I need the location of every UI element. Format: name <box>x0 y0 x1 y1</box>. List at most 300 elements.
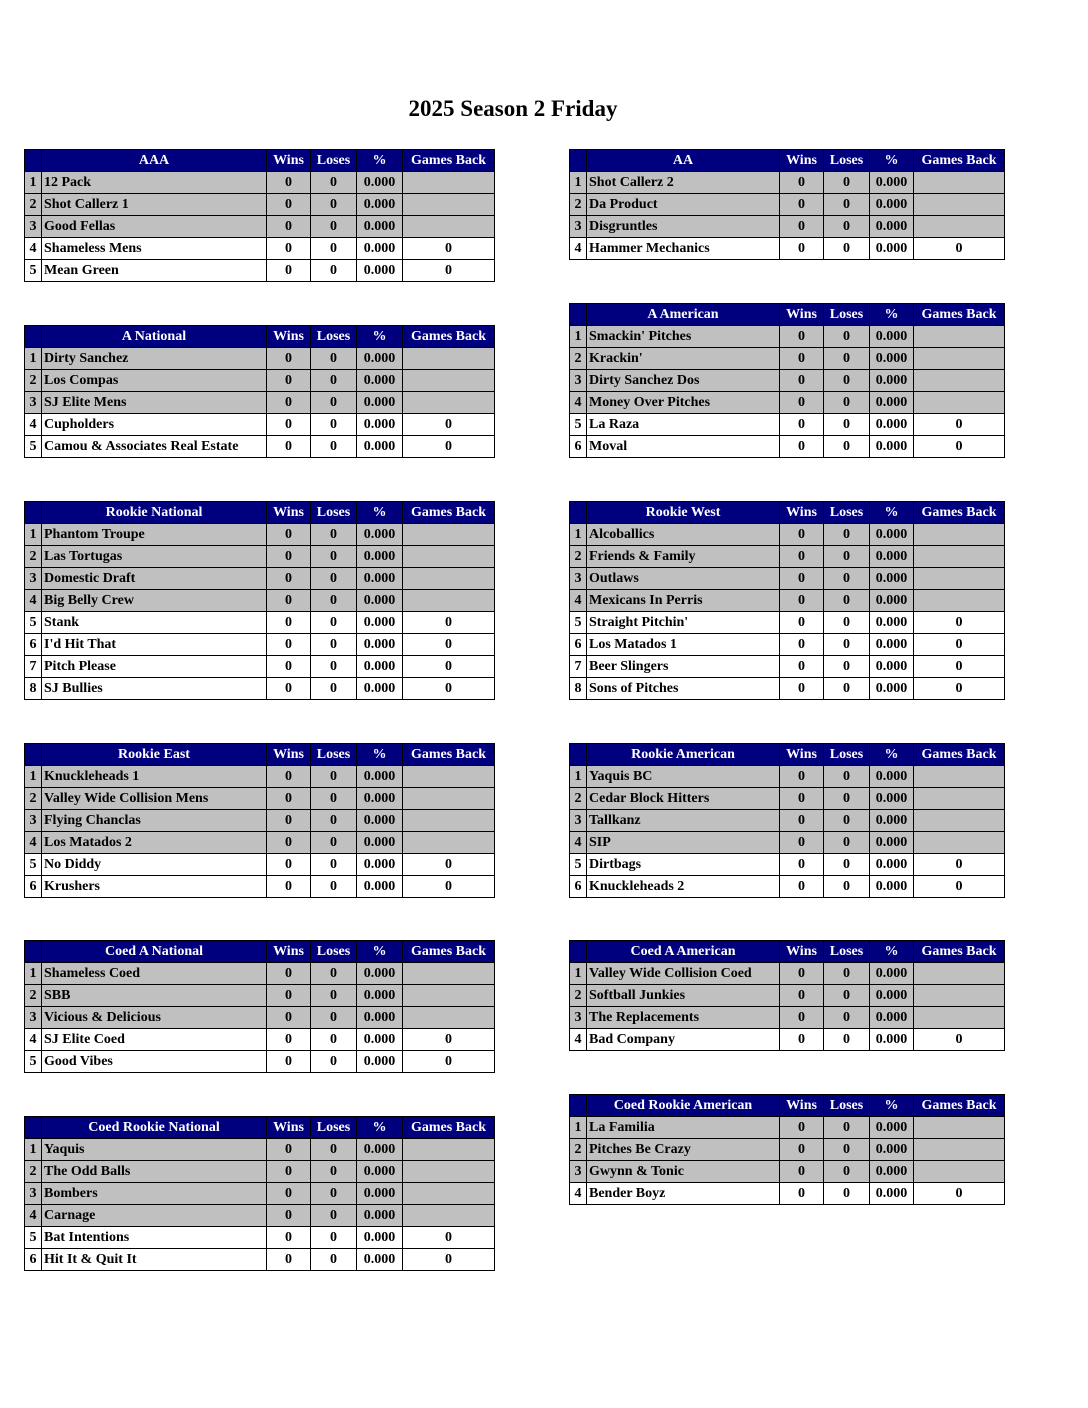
team-wins: 0 <box>780 436 824 458</box>
team-loses: 0 <box>824 612 870 634</box>
team-wins: 0 <box>267 194 311 216</box>
team-pct: 0.000 <box>870 854 914 876</box>
loses-header: Loses <box>311 744 357 766</box>
team-row <box>25 985 495 1007</box>
team-games-back <box>403 216 495 238</box>
team-rank: 3 <box>25 1007 42 1029</box>
team-loses: 0 <box>824 348 870 370</box>
team-row <box>25 524 495 546</box>
team-row <box>25 216 495 238</box>
team-pct: 0.000 <box>357 1227 403 1249</box>
team-rank: 8 <box>570 678 587 700</box>
team-row <box>25 348 495 370</box>
team-wins: 0 <box>780 370 824 392</box>
team-rank: 1 <box>570 172 587 194</box>
standings-table-rookie-national <box>24 501 495 700</box>
team-row <box>25 1205 495 1227</box>
team-wins: 0 <box>267 1029 311 1051</box>
team-rank: 3 <box>570 568 587 590</box>
team-rank: 1 <box>25 348 42 370</box>
team-loses: 0 <box>824 766 870 788</box>
team-pct: 0.000 <box>357 1249 403 1271</box>
standings-table-a-american <box>569 303 1005 458</box>
team-wins: 0 <box>780 414 824 436</box>
team-row <box>25 1183 495 1205</box>
team-name: La Raza <box>587 414 780 436</box>
team-pct: 0.000 <box>870 194 914 216</box>
team-games-back: 0 <box>403 260 495 282</box>
team-loses: 0 <box>824 656 870 678</box>
team-loses: 0 <box>311 1007 357 1029</box>
team-pct: 0.000 <box>357 678 403 700</box>
team-games-back: 0 <box>403 1249 495 1271</box>
team-row <box>25 788 495 810</box>
division-name: A National <box>42 326 267 348</box>
rank-header <box>25 744 42 766</box>
team-pct: 0.000 <box>870 414 914 436</box>
games-back-header: Games Back <box>914 941 1005 963</box>
team-pct: 0.000 <box>870 370 914 392</box>
team-pct: 0.000 <box>357 634 403 656</box>
team-pct: 0.000 <box>870 1117 914 1139</box>
team-rank: 1 <box>570 524 587 546</box>
team-row <box>570 854 1005 876</box>
team-wins: 0 <box>267 766 311 788</box>
team-pct: 0.000 <box>870 963 914 985</box>
team-name: Bombers <box>42 1183 267 1205</box>
team-games-back <box>914 810 1005 832</box>
team-row <box>25 392 495 414</box>
team-pct: 0.000 <box>357 1051 403 1073</box>
team-wins: 0 <box>780 985 824 1007</box>
team-name: Flying Chanclas <box>42 810 267 832</box>
loses-header: Loses <box>311 326 357 348</box>
team-loses: 0 <box>311 1249 357 1271</box>
team-rank: 7 <box>570 656 587 678</box>
team-name: La Familia <box>587 1117 780 1139</box>
team-name: Bender Boyz <box>587 1183 780 1205</box>
team-pct: 0.000 <box>870 568 914 590</box>
team-name: Carnage <box>42 1205 267 1227</box>
rank-header <box>570 744 587 766</box>
team-rank: 6 <box>25 876 42 898</box>
team-games-back <box>403 1007 495 1029</box>
team-rank: 3 <box>570 1007 587 1029</box>
team-name: SJ Elite Coed <box>42 1029 267 1051</box>
team-row <box>25 1161 495 1183</box>
team-pct: 0.000 <box>870 788 914 810</box>
team-wins: 0 <box>780 216 824 238</box>
team-name: Phantom Troupe <box>42 524 267 546</box>
wins-header: Wins <box>780 150 824 172</box>
team-rank: 3 <box>25 810 42 832</box>
team-loses: 0 <box>311 612 357 634</box>
team-loses: 0 <box>311 194 357 216</box>
rank-header <box>570 502 587 524</box>
team-pct: 0.000 <box>357 194 403 216</box>
header-row <box>25 744 495 766</box>
division-name: Coed A National <box>42 941 267 963</box>
team-pct: 0.000 <box>357 436 403 458</box>
team-pct: 0.000 <box>870 348 914 370</box>
team-wins: 0 <box>267 172 311 194</box>
team-pct: 0.000 <box>357 832 403 854</box>
team-games-back: 0 <box>403 436 495 458</box>
team-rank: 4 <box>25 1205 42 1227</box>
team-rank: 5 <box>25 260 42 282</box>
team-name: Mean Green <box>42 260 267 282</box>
standings-table-rookie-american <box>569 743 1005 898</box>
team-row <box>570 370 1005 392</box>
team-pct: 0.000 <box>357 392 403 414</box>
team-loses: 0 <box>311 963 357 985</box>
team-name: The Odd Balls <box>42 1161 267 1183</box>
team-row <box>570 568 1005 590</box>
team-rank: 4 <box>25 832 42 854</box>
team-wins: 0 <box>780 194 824 216</box>
division-name: AAA <box>42 150 267 172</box>
team-wins: 0 <box>780 1183 824 1205</box>
team-rank: 1 <box>570 326 587 348</box>
team-name: Pitches Be Crazy <box>587 1139 780 1161</box>
team-loses: 0 <box>824 1117 870 1139</box>
team-loses: 0 <box>311 1139 357 1161</box>
team-name: 12 Pack <box>42 172 267 194</box>
team-pct: 0.000 <box>870 436 914 458</box>
team-wins: 0 <box>267 260 311 282</box>
team-name: Yaquis <box>42 1139 267 1161</box>
team-games-back: 0 <box>403 656 495 678</box>
team-wins: 0 <box>267 1249 311 1271</box>
team-pct: 0.000 <box>357 238 403 260</box>
loses-header: Loses <box>824 304 870 326</box>
team-loses: 0 <box>824 1007 870 1029</box>
team-wins: 0 <box>267 788 311 810</box>
team-name: Shot Callerz 1 <box>42 194 267 216</box>
team-wins: 0 <box>267 392 311 414</box>
team-pct: 0.000 <box>870 876 914 898</box>
team-loses: 0 <box>824 524 870 546</box>
team-pct: 0.000 <box>870 832 914 854</box>
team-games-back <box>914 1139 1005 1161</box>
team-loses: 0 <box>824 172 870 194</box>
team-wins: 0 <box>267 436 311 458</box>
team-pct: 0.000 <box>357 568 403 590</box>
team-wins: 0 <box>780 810 824 832</box>
team-row <box>570 656 1005 678</box>
team-wins: 0 <box>267 1139 311 1161</box>
team-rank: 7 <box>25 656 42 678</box>
rank-header <box>570 150 587 172</box>
team-games-back: 0 <box>403 414 495 436</box>
pct-header: % <box>357 502 403 524</box>
team-name: SJ Bullies <box>42 678 267 700</box>
team-name: SBB <box>42 985 267 1007</box>
team-loses: 0 <box>824 634 870 656</box>
team-pct: 0.000 <box>357 876 403 898</box>
team-name: Camou & Associates Real Estate <box>42 436 267 458</box>
wins-header: Wins <box>780 1095 824 1117</box>
team-row <box>570 326 1005 348</box>
team-wins: 0 <box>780 612 824 634</box>
team-rank: 4 <box>570 238 587 260</box>
team-row <box>570 436 1005 458</box>
team-rank: 4 <box>25 238 42 260</box>
pct-header: % <box>870 941 914 963</box>
team-loses: 0 <box>311 1029 357 1051</box>
team-wins: 0 <box>267 634 311 656</box>
division-name: Rookie American <box>587 744 780 766</box>
team-rank: 5 <box>25 1227 42 1249</box>
division-name: A American <box>587 304 780 326</box>
team-wins: 0 <box>780 1139 824 1161</box>
rank-header <box>25 502 42 524</box>
wins-header: Wins <box>267 502 311 524</box>
team-rank: 2 <box>25 546 42 568</box>
team-games-back <box>403 348 495 370</box>
team-pct: 0.000 <box>357 963 403 985</box>
team-row <box>25 656 495 678</box>
team-wins: 0 <box>267 546 311 568</box>
team-games-back: 0 <box>914 612 1005 634</box>
team-pct: 0.000 <box>357 1029 403 1051</box>
team-pct: 0.000 <box>357 1007 403 1029</box>
games-back-header: Games Back <box>914 1095 1005 1117</box>
rank-header <box>570 304 587 326</box>
pct-header: % <box>870 150 914 172</box>
team-rank: 1 <box>25 172 42 194</box>
team-pct: 0.000 <box>870 612 914 634</box>
team-games-back: 0 <box>403 634 495 656</box>
team-wins: 0 <box>267 414 311 436</box>
team-rank: 4 <box>25 414 42 436</box>
team-pct: 0.000 <box>357 788 403 810</box>
team-wins: 0 <box>780 876 824 898</box>
team-wins: 0 <box>780 326 824 348</box>
team-wins: 0 <box>267 238 311 260</box>
team-name: Mexicans In Perris <box>587 590 780 612</box>
team-rank: 2 <box>25 1161 42 1183</box>
team-loses: 0 <box>824 876 870 898</box>
rank-header <box>25 326 42 348</box>
team-name: Disgruntles <box>587 216 780 238</box>
team-loses: 0 <box>824 414 870 436</box>
team-row <box>25 810 495 832</box>
team-pct: 0.000 <box>870 1161 914 1183</box>
team-games-back <box>914 766 1005 788</box>
team-loses: 0 <box>824 546 870 568</box>
team-rank: 3 <box>570 370 587 392</box>
team-loses: 0 <box>824 216 870 238</box>
team-loses: 0 <box>311 348 357 370</box>
team-row <box>570 634 1005 656</box>
games-back-header: Games Back <box>914 304 1005 326</box>
team-loses: 0 <box>824 194 870 216</box>
team-games-back: 0 <box>914 414 1005 436</box>
team-name: Stank <box>42 612 267 634</box>
team-row <box>570 985 1005 1007</box>
header-row <box>25 150 495 172</box>
team-games-back <box>403 1183 495 1205</box>
loses-header: Loses <box>824 1095 870 1117</box>
team-rank: 4 <box>570 1029 587 1051</box>
team-pct: 0.000 <box>870 546 914 568</box>
team-loses: 0 <box>311 414 357 436</box>
team-games-back <box>403 524 495 546</box>
team-wins: 0 <box>780 656 824 678</box>
team-loses: 0 <box>311 216 357 238</box>
team-loses: 0 <box>311 172 357 194</box>
team-games-back <box>914 216 1005 238</box>
team-loses: 0 <box>824 238 870 260</box>
loses-header: Loses <box>824 744 870 766</box>
standings-table-a-national <box>24 325 495 458</box>
team-row <box>570 1183 1005 1205</box>
team-loses: 0 <box>311 876 357 898</box>
team-loses: 0 <box>824 370 870 392</box>
team-pct: 0.000 <box>870 810 914 832</box>
team-wins: 0 <box>780 634 824 656</box>
team-pct: 0.000 <box>870 326 914 348</box>
loses-header: Loses <box>824 150 870 172</box>
rank-header <box>570 1095 587 1117</box>
team-games-back <box>914 590 1005 612</box>
team-wins: 0 <box>780 963 824 985</box>
team-row <box>570 788 1005 810</box>
team-row <box>570 216 1005 238</box>
team-games-back <box>403 172 495 194</box>
team-rank: 4 <box>570 590 587 612</box>
team-rank: 3 <box>25 568 42 590</box>
team-rank: 3 <box>25 392 42 414</box>
team-rank: 6 <box>570 876 587 898</box>
team-row <box>25 1029 495 1051</box>
standings-table-coed-rookie-american <box>569 1094 1005 1205</box>
team-row <box>25 436 495 458</box>
team-name: Valley Wide Collision Coed <box>587 963 780 985</box>
pct-header: % <box>870 744 914 766</box>
team-loses: 0 <box>311 370 357 392</box>
team-games-back <box>914 194 1005 216</box>
team-row <box>25 370 495 392</box>
team-games-back: 0 <box>914 238 1005 260</box>
team-rank: 3 <box>25 1183 42 1205</box>
team-wins: 0 <box>267 832 311 854</box>
standings-table-rookie-west <box>569 501 1005 700</box>
team-wins: 0 <box>780 568 824 590</box>
team-games-back <box>914 985 1005 1007</box>
standings-table-aaa <box>24 149 495 282</box>
team-pct: 0.000 <box>870 656 914 678</box>
team-row <box>25 172 495 194</box>
team-loses: 0 <box>824 326 870 348</box>
team-name: Yaquis BC <box>587 766 780 788</box>
standings-table-coed-rookie-national <box>24 1116 495 1271</box>
wins-header: Wins <box>267 150 311 172</box>
team-games-back <box>403 194 495 216</box>
team-wins: 0 <box>267 524 311 546</box>
team-rank: 5 <box>570 414 587 436</box>
team-pct: 0.000 <box>870 678 914 700</box>
team-rank: 5 <box>25 1051 42 1073</box>
team-rank: 3 <box>570 1161 587 1183</box>
team-name: The Replacements <box>587 1007 780 1029</box>
team-wins: 0 <box>780 546 824 568</box>
team-wins: 0 <box>267 985 311 1007</box>
pct-header: % <box>357 1117 403 1139</box>
team-rank: 2 <box>570 1139 587 1161</box>
team-rank: 1 <box>570 766 587 788</box>
team-row <box>25 678 495 700</box>
wins-header: Wins <box>267 941 311 963</box>
team-loses: 0 <box>824 678 870 700</box>
team-rank: 2 <box>25 370 42 392</box>
team-rank: 1 <box>25 524 42 546</box>
team-loses: 0 <box>311 392 357 414</box>
team-pct: 0.000 <box>357 612 403 634</box>
team-loses: 0 <box>311 546 357 568</box>
team-row <box>570 524 1005 546</box>
team-games-back: 0 <box>403 612 495 634</box>
division-name: Coed A American <box>587 941 780 963</box>
team-name: Shameless Mens <box>42 238 267 260</box>
team-rank: 6 <box>570 436 587 458</box>
team-row <box>570 1161 1005 1183</box>
team-rank: 4 <box>570 832 587 854</box>
team-loses: 0 <box>311 1205 357 1227</box>
team-rank: 6 <box>25 634 42 656</box>
team-games-back <box>403 766 495 788</box>
team-row <box>25 590 495 612</box>
team-pct: 0.000 <box>357 172 403 194</box>
team-wins: 0 <box>780 348 824 370</box>
games-back-header: Games Back <box>403 1117 495 1139</box>
team-games-back: 0 <box>403 854 495 876</box>
team-games-back <box>403 1205 495 1227</box>
team-pct: 0.000 <box>357 370 403 392</box>
team-rank: 5 <box>25 436 42 458</box>
team-name: Money Over Pitches <box>587 392 780 414</box>
team-pct: 0.000 <box>357 810 403 832</box>
team-games-back <box>914 788 1005 810</box>
team-name: Las Tortugas <box>42 546 267 568</box>
team-games-back: 0 <box>914 854 1005 876</box>
standings-table-coed-a-american <box>569 940 1005 1051</box>
games-back-header: Games Back <box>403 941 495 963</box>
team-pct: 0.000 <box>870 1183 914 1205</box>
team-name: Straight Pitchin' <box>587 612 780 634</box>
team-rank: 1 <box>570 1117 587 1139</box>
team-loses: 0 <box>311 832 357 854</box>
wins-header: Wins <box>780 502 824 524</box>
team-rank: 2 <box>570 546 587 568</box>
pct-header: % <box>357 744 403 766</box>
team-rank: 5 <box>25 854 42 876</box>
team-games-back <box>914 370 1005 392</box>
team-name: Hit It & Quit It <box>42 1249 267 1271</box>
team-row <box>570 876 1005 898</box>
team-name: Softball Junkies <box>587 985 780 1007</box>
standings-table-coed-a-national <box>24 940 495 1073</box>
header-row <box>570 941 1005 963</box>
team-row <box>25 568 495 590</box>
games-back-header: Games Back <box>914 150 1005 172</box>
team-pct: 0.000 <box>357 414 403 436</box>
team-games-back <box>403 370 495 392</box>
team-name: Good Fellas <box>42 216 267 238</box>
team-row <box>25 1227 495 1249</box>
team-row <box>570 1029 1005 1051</box>
